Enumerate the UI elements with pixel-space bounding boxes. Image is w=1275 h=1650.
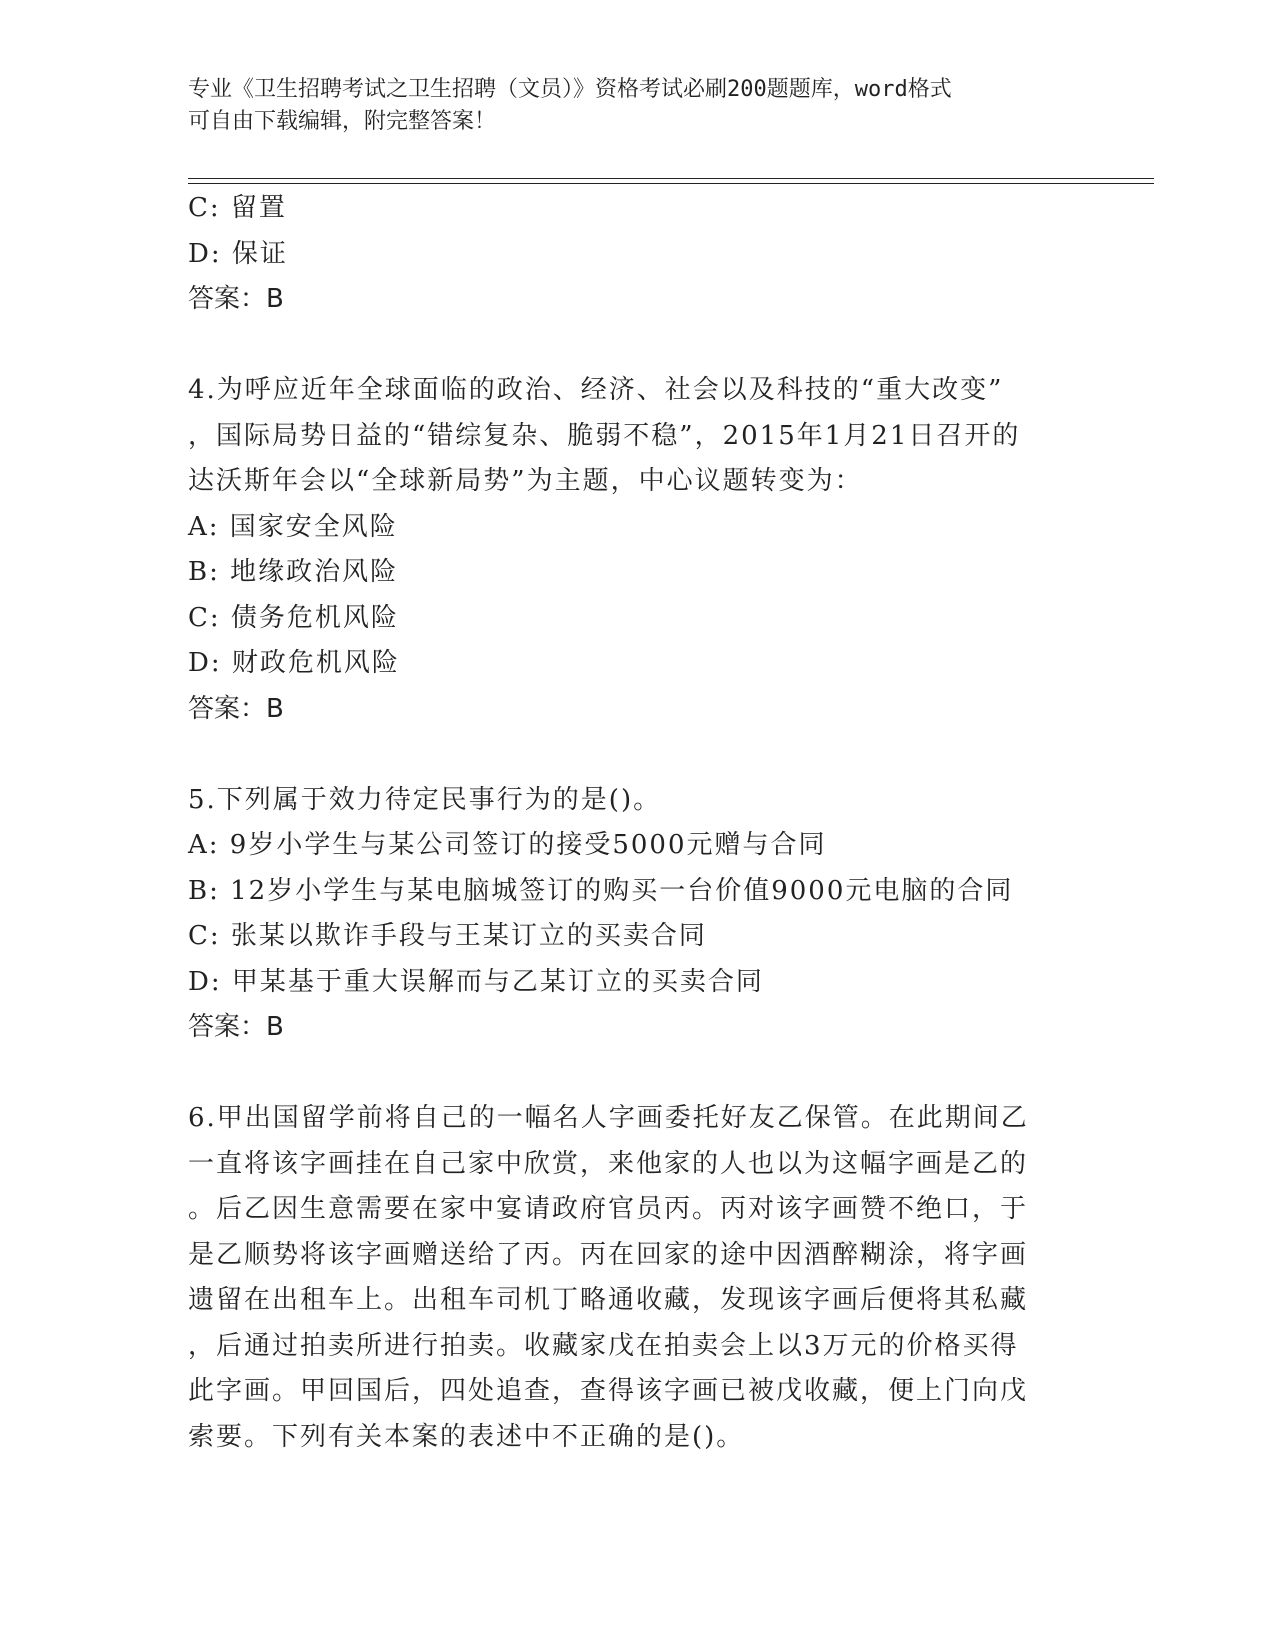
question-text-line: 6.甲出国留学前将自己的一幅名人字画委托好友乙保管。在此期间乙 (188, 1103, 1029, 1133)
header-rule-top (188, 178, 1154, 179)
question-text-line: 遗留在出租车上。出租车司机丁略通收藏，发现该字画后便将其私藏 (188, 1285, 1029, 1315)
header-title-line-2: 可自由下载编辑，附完整答案！ (188, 109, 497, 134)
question-text-line: 此字画。甲回国后，四处追查，查得该字画已被戊收藏，便上门向戊 (188, 1376, 1029, 1406)
option-d: D: 保证 (188, 238, 288, 269)
question-6 (188, 1096, 1088, 1460)
spacer (188, 323, 1088, 369)
question-text-line: 一直将该字画挂在自己家中欣赏，来他家的人也以为这幅字画是乙的 (188, 1148, 1029, 1179)
page-header (188, 74, 1068, 138)
option-d: D: 财政危机风险 (188, 648, 400, 678)
answer-line: 答案：B (188, 693, 284, 724)
header-title-line-1: 专业《卫生招聘考试之卫生招聘（文员）》资格考试必刷200题题库，word格式 (188, 77, 952, 102)
option-c: C: 留置 (188, 193, 287, 223)
question-4 (188, 368, 1088, 732)
question-text-line: 5.下列属于效力待定民事行为的是()。 (188, 784, 662, 815)
question-text-line: ，国际局势日益的“错综复杂、脆弱不稳”，2015年1月21日召开的 (188, 420, 1021, 451)
question-text-line: 是乙顺势将该字画赠送给了丙。丙在回家的途中因酒醉糊涂，将字画 (188, 1239, 1029, 1270)
question-text-line: 索要。下列有关本案的表述中不正确的是()。 (188, 1421, 745, 1452)
question-list (188, 186, 1088, 1460)
option-a: A: 国家安全风险 (188, 511, 398, 542)
question-text-line: 4.为呼应近年全球面临的政治、经济、社会以及科技的“重大改变” (188, 375, 1004, 405)
option-b: B: 12岁小学生与某电脑城签订的购买一台价值9000元电脑的合同 (188, 875, 1014, 906)
question-text-line: ，后通过拍卖所进行拍卖。收藏家戊在拍卖会上以3万元的价格买得 (188, 1330, 1019, 1361)
option-a: A: 9岁小学生与某公司签订的接受5000元赠与合同 (188, 830, 827, 860)
option-d: D: 甲某基于重大误解而与乙某订立的买卖合同 (188, 966, 764, 997)
question-3-tail (188, 186, 1088, 323)
option-b: B: 地缘政治风险 (188, 557, 399, 587)
question-text-line: 达沃斯年会以“全球新局势”为主题，中心议题转变为： (188, 466, 863, 496)
spacer (188, 1051, 1088, 1097)
question-5 (188, 778, 1088, 1051)
option-c: C: 张某以欺诈手段与王某订立的买卖合同 (188, 921, 707, 951)
spacer (188, 732, 1088, 778)
question-text-line: 。后乙因生意需要在家中宴请政府官员丙。丙对该字画赞不绝口，于 (188, 1194, 1029, 1224)
option-c: C: 债务危机风险 (188, 602, 399, 633)
answer-line: 答案：B (188, 1012, 284, 1042)
header-rule-bottom (188, 183, 1154, 184)
answer-line: 答案：B (188, 284, 284, 314)
